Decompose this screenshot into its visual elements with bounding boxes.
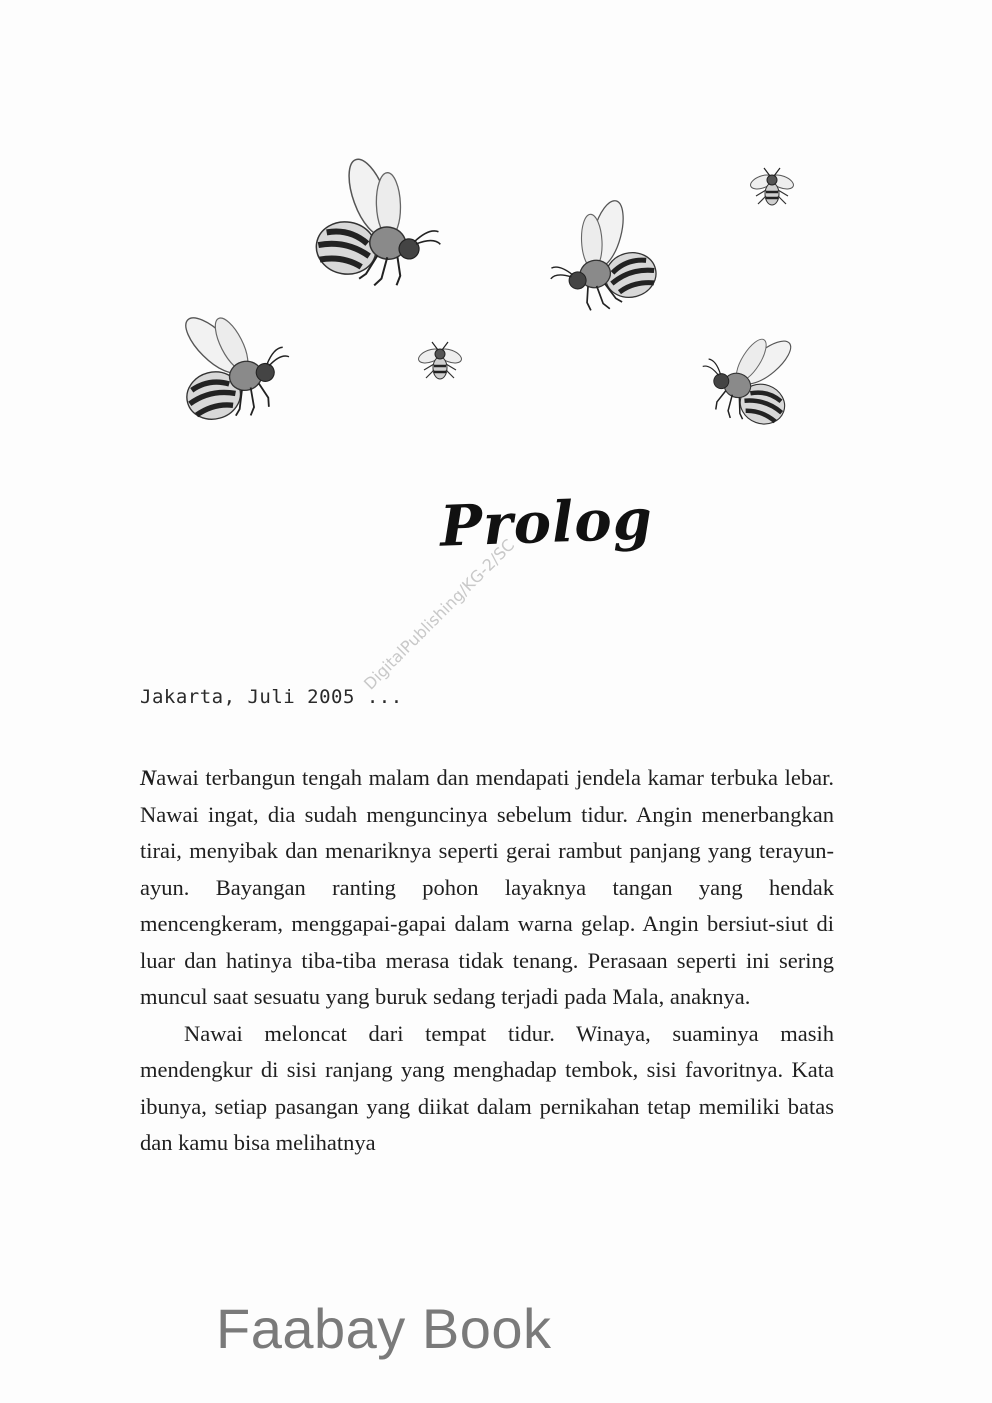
watermark: DigitalPublishing/KG-2/SC	[360, 535, 519, 694]
dateline: Jakarta, Juli 2005 ...	[140, 686, 403, 708]
publisher-watermark: Faabay Book	[216, 1297, 552, 1360]
bees-illustration	[150, 130, 830, 460]
paragraph	[140, 1016, 834, 1162]
paragraph-text: awai terbangun tengah malam dan mendapati jendela kamar terbuka lebar. Nawai ingat, dia sudah menguncinya sebelum tidur. Angin menerbangkan tirai, menyibak dan menariknya seperti gerai rambut panjang yang terayun-ayun. Bayangan ranting pohon layaknya tangan yang hendak mencengkeram, menggapai-gapai dalam warna gelap. Angin bersiut-siut di luar dan hatinya tiba-tiba merasa tidak tenang. Perasaan seperti ini sering muncul saat sesuatu yang buruk sedang terjadi pada Mala, anaknya.	[140, 765, 834, 1009]
paragraph	[140, 760, 834, 1016]
bee-icon	[311, 148, 453, 296]
chapter-title: Prolog	[438, 486, 654, 560]
paragraph-text: Nawai meloncat dari tempat tidur. Winaya, suaminya masih mendengkur di sisi ranjang yang menghadap tembok, sisi favoritnya. Kata ibunya, setiap pasangan yang diikat dalam pernikahan tetap memiliki batas dan kamu bisa melihatnya	[140, 1020, 834, 1155]
bee-icon	[689, 312, 808, 434]
bee-icon	[165, 290, 301, 430]
bee-icon	[749, 168, 796, 205]
chapter-body	[140, 760, 834, 1162]
bee-icon	[417, 342, 464, 379]
dropcap: N	[140, 765, 157, 790]
bee-icon	[534, 189, 662, 321]
